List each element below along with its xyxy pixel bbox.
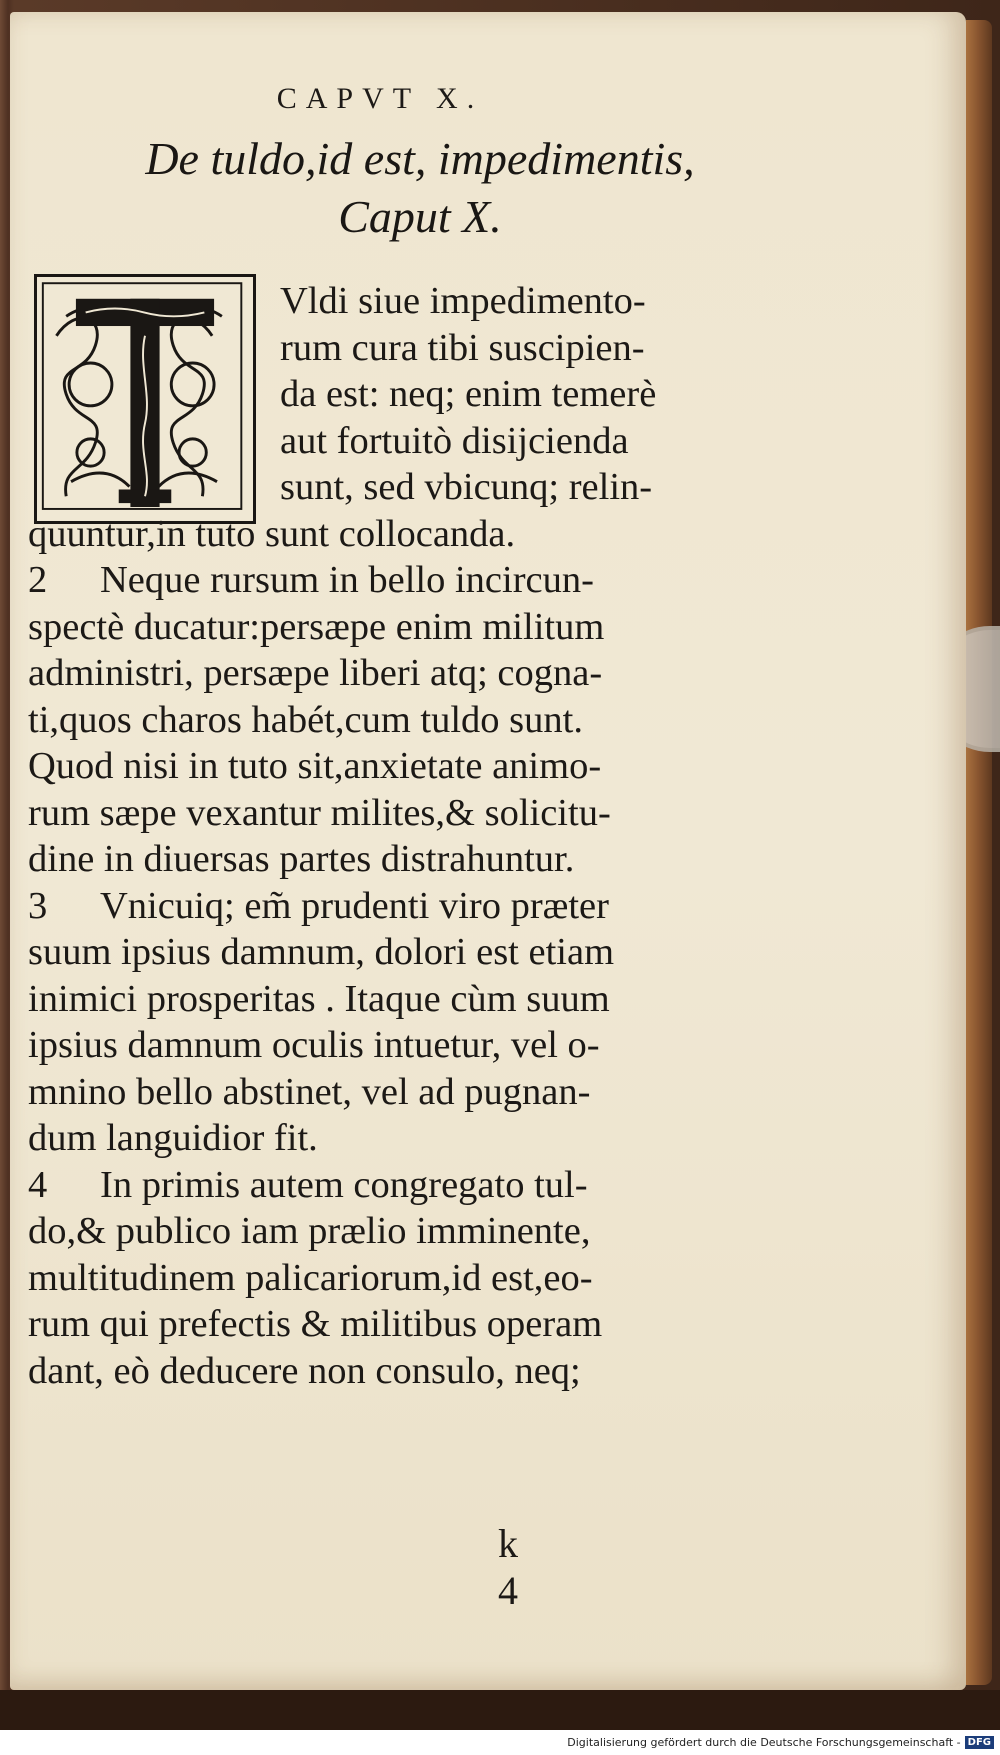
text-line [28,1348,748,1395]
text-line [28,697,748,744]
text-line-content: dant, eò deducere non consulo, neq; [28,1349,581,1392]
text-line [28,1162,748,1209]
body-text [28,278,748,1394]
scan-bottom-border [0,1690,1000,1730]
text-line-content: Quod nisi in tuto sit,anxietate animo- [28,745,602,787]
text-line-content: dine in diuersas partes distrahuntur. [28,838,575,880]
chapter-title [70,130,770,246]
text-line-content: rum qui prefectis & militibus operam [28,1303,603,1345]
text-line [28,1301,748,1348]
text-line-content: quuntur,in tuto sunt collocanda. [28,512,516,555]
dfg-logo: DFG [965,1736,994,1749]
paragraph-number: 2 [28,559,48,601]
text-line [28,371,748,418]
text-line-content: spectè ducatur:persæpe enim militum [28,605,605,648]
text-line [28,464,748,511]
text-line-content: rum cura tibi suscipien- [280,326,645,369]
text-line [28,278,748,325]
text-line-content: administri, persæpe liberi atq; cogna- [28,652,603,694]
paragraph-number: 4 [28,1163,48,1206]
text-line [28,557,748,604]
text-line-content: aut fortuitò disijcienda [280,419,629,462]
paragraph-number: 3 [28,884,48,927]
text-line-content: sunt, sed vbicunq; relin- [280,466,653,508]
text-line [28,1022,748,1069]
chapter-title-line-2: Caput X. [338,191,502,242]
chapter-title-line-1: De tuldo,id est, impedimentis, [145,133,695,184]
book-page [10,12,966,1690]
text-line [28,650,748,697]
running-head: CAPVT X. [276,82,484,115]
text-line-content: ti,quos charos habét,cum tuldo sunt. [28,698,583,741]
text-line [28,511,748,558]
text-line-content: mnino bello abstinet, vel ad pugnan- [28,1070,591,1113]
text-line-content: da est: neq; enim temerè [280,373,657,415]
text-line-content: Vldi siue impedimento- [280,280,646,322]
text-line [28,1208,748,1255]
text-line [28,976,748,1023]
text-line [28,325,748,372]
text-line [28,418,748,465]
text-line [28,836,748,883]
digitization-footer [0,1730,1000,1755]
text-line-content: do,& publico iam prælio imminente, [28,1210,591,1252]
text-line [28,1115,748,1162]
text-line-content: Neque rursum in bello incircun- [100,559,594,601]
text-line [28,743,748,790]
text-line-content: multitudinem palicariorum,id est,eo- [28,1256,593,1299]
signature-mark: k 4 [498,1521,552,1613]
footer-credit: Digitalisierung gefördert durch die Deutsche Forschungsgemeinschaft - [567,1736,961,1749]
text-line [28,1069,748,1116]
text-line [28,604,748,651]
text-line [28,790,748,837]
text-line-content: ipsius damnum oculis intuetur, vel o- [28,1024,600,1066]
text-line [28,1255,748,1302]
text-line-content: rum sæpe vexantur milites,& solicitu- [28,791,611,834]
text-line-content: suum ipsius damnum, dolori est etiam [28,931,615,973]
text-line-content: dum languidior fit. [28,1117,318,1159]
text-line-content: In primis autem congregato tul- [100,1163,588,1206]
text-line-content: inimici prosperitas . Itaque cùm suum [28,977,610,1020]
text-line-content: Vnicuiq; em̃ prudenti viro præter [100,884,609,927]
book-page-edges [966,20,992,1685]
text-line [28,883,748,930]
text-line [28,929,748,976]
